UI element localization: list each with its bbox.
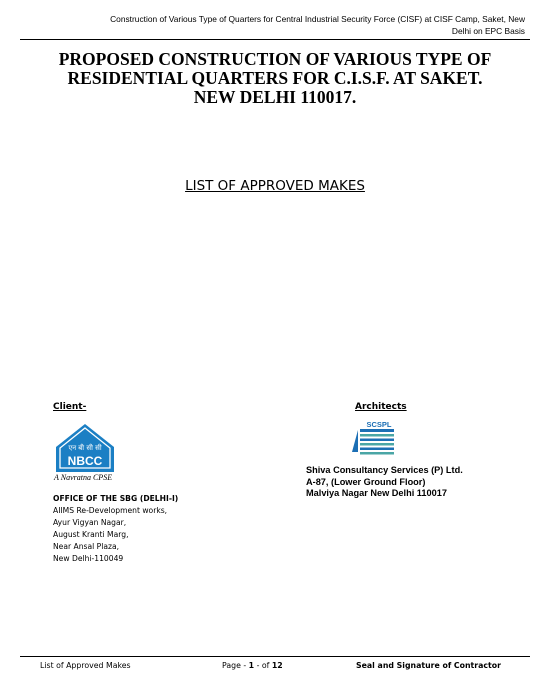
footer-page-number (222, 661, 283, 670)
client-office: OFFICE OF THE SBG (DELHI-I) (53, 494, 179, 503)
seal-signature-text: Seal and Signature of Contractor (356, 661, 501, 670)
navratna-tagline: A Navratna CPSE (54, 473, 113, 482)
header-line-1: Construction of Various Type of Quarters for Central Industrial Security Force (CISF) at CISF Camp, Saket, New (110, 14, 525, 24)
client-address-line: New Delhi-110049 (53, 554, 124, 563)
nbcc-logo-hindi: एन बी सी सी (68, 444, 102, 452)
client-label: Client- (53, 402, 87, 412)
client-address-block (53, 493, 178, 565)
architects-name: Shiva Consultancy Services (P) Ltd. (306, 465, 463, 475)
architects-label: Architects (355, 402, 407, 412)
header-line-2: Delhi on EPC Basis (451, 26, 525, 36)
main-title (20, 50, 530, 107)
page-prefix: Page - (222, 661, 249, 670)
client-address-line: Near Ansal Plaza, (53, 542, 120, 551)
footer-seal-signature (356, 661, 501, 670)
scspl-logo (352, 420, 398, 463)
nbcc-logo-text: NBCC (67, 454, 103, 468)
running-header (20, 13, 525, 37)
client-address-line: August Kranti Marg, (53, 530, 129, 539)
architects-address-line: A-87, (Lower Ground Floor) (306, 476, 426, 487)
header-divider (20, 39, 530, 40)
document-heading: LIST OF APPROVED MAKES (185, 178, 365, 194)
scspl-logo-text: SCSPL (366, 420, 392, 429)
page-middle: - of (254, 661, 272, 670)
title-line-2: RESIDENTIAL QUARTERS FOR C.I.S.F. AT SAKET. (67, 68, 483, 88)
client-address-line: AIIMS Re-Development works, (53, 506, 168, 515)
architects-address-line: Malviya Nagar New Delhi 110017 (306, 488, 447, 498)
architects-address-block (306, 465, 463, 500)
footer-divider (20, 656, 530, 657)
nbcc-logo (55, 423, 115, 478)
title-line-1: PROPOSED CONSTRUCTION OF VARIOUS TYPE OF (58, 49, 492, 69)
title-line-3: NEW DELHI 110017. (193, 87, 357, 107)
page-current: 1 (248, 661, 255, 670)
client-address-line: Ayur Vigyan Nagar, (53, 518, 127, 527)
page-total: 12 (271, 661, 283, 670)
footer-document-name: List of Approved Makes (40, 661, 131, 670)
